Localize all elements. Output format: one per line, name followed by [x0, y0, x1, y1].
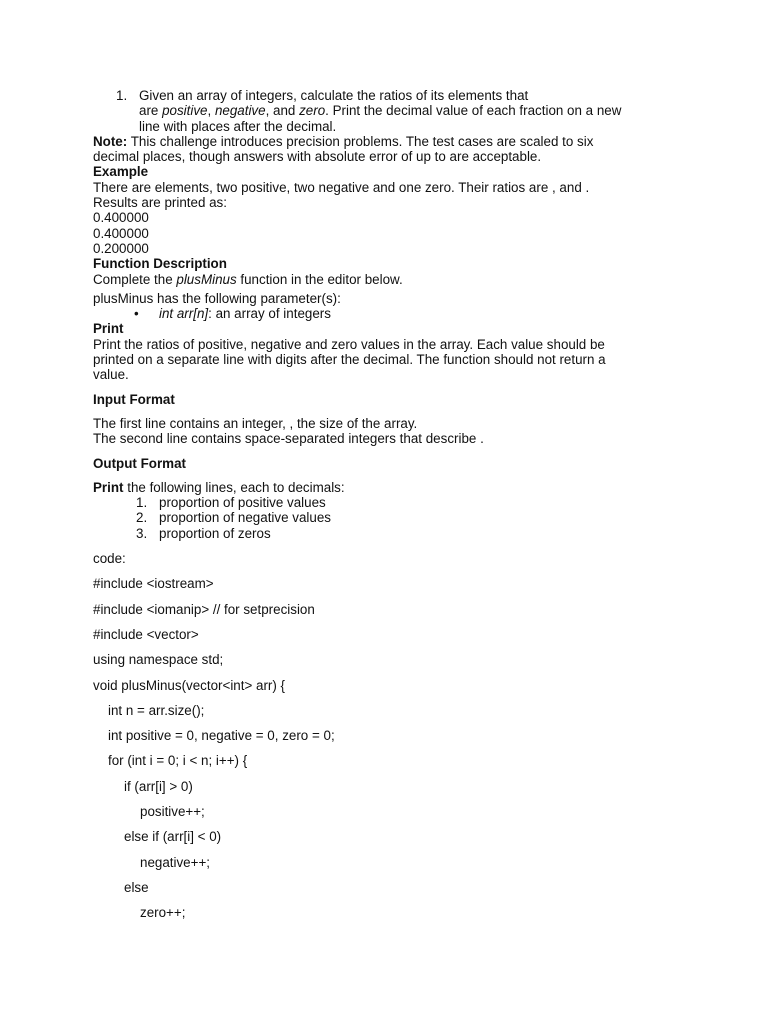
example-value: 0.400000 — [93, 210, 149, 226]
function-name: plusMinus — [176, 271, 237, 287]
code-label: code: — [93, 551, 126, 567]
note-text: This challenge introduces precision problems. The test cases are scaled to six — [127, 133, 594, 149]
code-line: for (int i = 0; i < n; i++) { — [108, 753, 248, 769]
code-line: positive++; — [140, 803, 205, 819]
params-line: plusMinus has the following parameter(s): — [93, 290, 341, 306]
code-line: #include <vector> — [93, 626, 199, 642]
input-format-line-1: The first line contains an integer, , the size of the array. — [93, 415, 418, 431]
statement-line-3: line with places after the decimal. — [139, 118, 337, 134]
note-label: Note: — [93, 133, 128, 149]
list-text: proportion of positive values — [159, 495, 326, 511]
print-heading — [93, 321, 653, 336]
heading-text: Function Description — [93, 256, 227, 272]
code-line: else — [124, 879, 149, 895]
param-name: int arr[n] — [159, 306, 209, 322]
code-line: #include <iostream> — [93, 576, 214, 592]
example-line-2: Results are printed as: — [93, 195, 227, 211]
example-heading — [93, 164, 653, 179]
param-bullet-item — [93, 306, 653, 321]
statement-text: . Print the decimal value of each fraction on a new — [325, 103, 622, 119]
note-paragraph-cont: decimal places, though answers with absolute error of up to are acceptable. — [93, 149, 542, 165]
statement-text: , and — [265, 103, 300, 119]
list-item — [93, 526, 653, 541]
output-format-line — [93, 480, 653, 495]
statement-line-2 — [139, 103, 653, 118]
text: function in the editor below. — [236, 271, 403, 287]
code-line: using namespace std; — [93, 652, 224, 668]
document-page — [93, 88, 653, 920]
heading-text: Output Format — [93, 455, 186, 471]
list-number: 3. — [136, 525, 148, 541]
heading-text: Print — [93, 321, 124, 337]
input-format-line-2: The second line contains space-separated integers that describe . — [93, 431, 484, 447]
term-positive: positive — [162, 103, 208, 119]
list-number: 2. — [136, 510, 148, 526]
code-line: void plusMinus(vector<int> arr) { — [93, 677, 286, 693]
function-description-line — [93, 272, 653, 287]
code-line: zero++; — [140, 905, 186, 921]
term-negative: negative — [214, 103, 266, 119]
list-item — [93, 510, 653, 525]
code-line: #include <iomanip> // for setprecision — [93, 601, 315, 617]
list-number: 1. — [136, 495, 148, 511]
list-item — [93, 495, 653, 510]
example-line-1: There are elements, two positive, two negative and one zero. Their ratios are , and . — [93, 179, 590, 195]
output-format-heading — [93, 456, 653, 471]
example-value: 0.400000 — [93, 225, 149, 241]
print-line-1: Print the ratios of positive, negative and zero values in the array. Each value should be — [93, 336, 605, 352]
code-line: int n = arr.size(); — [108, 702, 205, 718]
statement-line-1: Given an array of integers, calculate the ratios of its elements that — [139, 88, 529, 103]
list-text: proportion of zeros — [159, 525, 271, 541]
statement-text: , — [207, 103, 215, 119]
term-zero: zero — [299, 103, 326, 119]
output-format-text: the following lines, each to decimals: — [123, 479, 345, 495]
output-format-list — [93, 495, 653, 541]
code-line: else if (arr[i] < 0) — [124, 829, 222, 845]
list-number: 1. — [116, 88, 128, 103]
print-bold: Print — [93, 479, 124, 495]
list-text: proportion of negative values — [159, 510, 331, 526]
param-desc: : an array of integers — [208, 306, 331, 322]
print-line-2: printed on a separate line with digits after the decimal. The function should not return a — [93, 352, 606, 368]
note-paragraph — [93, 134, 653, 149]
code-line: int positive = 0, negative = 0, zero = 0; — [108, 728, 335, 744]
example-value: 0.200000 — [93, 240, 149, 256]
text: Complete the — [93, 271, 177, 287]
print-line-3: value. — [93, 367, 129, 383]
input-format-heading — [93, 392, 653, 407]
statement-text: are — [139, 103, 163, 119]
heading-text: Example — [93, 164, 149, 180]
heading-text: Input Format — [93, 391, 175, 407]
bullet-icon: • — [134, 306, 139, 322]
code-line: negative++; — [140, 854, 210, 870]
problem-statement-item — [93, 88, 653, 134]
code-line: if (arr[i] > 0) — [124, 778, 193, 794]
function-description-heading — [93, 256, 653, 271]
code-block — [93, 576, 653, 920]
